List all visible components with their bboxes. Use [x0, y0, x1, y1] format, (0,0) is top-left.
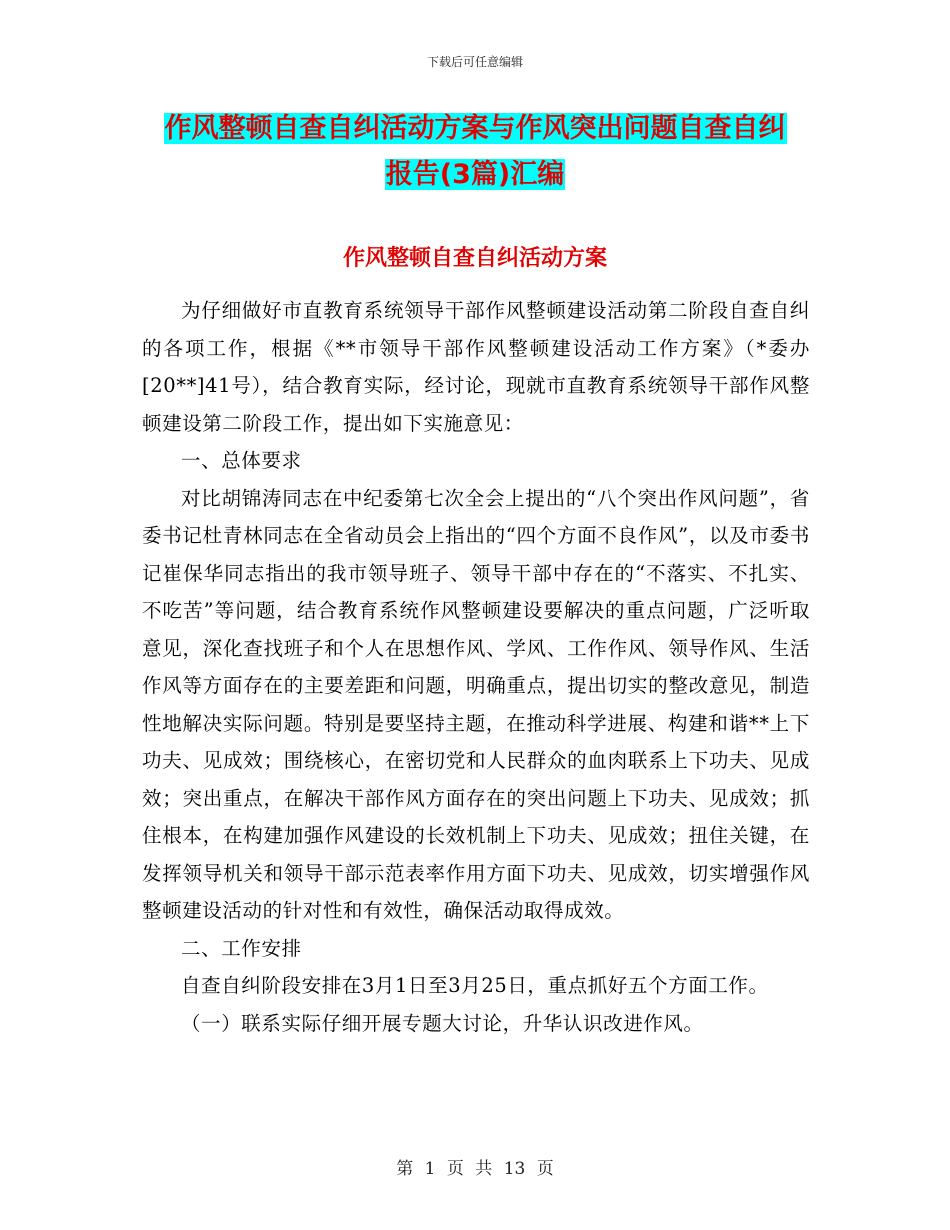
paragraph-item-one: （一）联系实际仔细开展专题大讨论，升华认识改进作风。: [181, 1011, 704, 1035]
heading-general-requirements: 一、总体要求: [181, 449, 302, 472]
document-title-line1: 作风整顿自查自纠活动方案与作风突出问题自查自纠: [164, 113, 786, 144]
paragraph-requirements: 对比胡锦涛同志在中纪委第七次全会上提出的“八个突出作风问题”，省委书记杜青林同志在全省动员会上指出的“四个方面不良作风”，以及市委书记崔保华同志指出的我市领导班子、领导干部中存在的“不落实、不扎实、不吃苦”等问题，结合教育系统作风整顿建设要解决的重点问题，广泛听取意见，深化查找班子和个人在思想作风、学风、工作作风、领导作风、生活作风等方面存在的主要差距和问题，明确重点，提出切实的整改意见，制造性地解决实际问题。特别是要坚持主题，在推动科学进展、构建和谐**上下功夫、见成效；围绕核心，在密切党和人民群众的血肉联系上下功夫、见成效；突出重点，在解决干部作风方面存在的突出问题上下功夫、见成效；抓住根本，在构建加强作风建设的长效机制上下功夫、见成效；扭住关键，在发挥领导机关和领导干部示范表率作用方面下功夫、见成效，切实增强作风整顿建设活动的针对性和有效性，确保活动取得成效。: [142, 486, 810, 922]
document-body: [142, 292, 810, 1042]
page-header-note: 下载后可任意编辑: [426, 55, 523, 69]
document-title: [0, 106, 950, 198]
paragraph-schedule: 自查自纠阶段安排在3月1日至3月25日，重点抓好五个方面工作。: [181, 974, 769, 997]
heading-work-arrangement: 二、工作安排: [181, 936, 302, 960]
document-title-line2: 报告(3篇)汇编: [385, 159, 565, 190]
page-footer: 第 1 页 共 13 页: [396, 1159, 554, 1179]
paragraph-intro: 为仔细做好市直教育系统领导干部作风整顿建设活动第二阶段自查自纠的各项工作，根据《**市领导干部作风整顿建设活动工作方案》（*委办[20**]41号），结合教育实际，经讨论，现就市直教育系统领导干部作风整顿建设第二阶段工作，提出如下实施意见：: [142, 299, 810, 435]
section-title: 作风整顿自查自纠活动方案: [342, 246, 607, 271]
